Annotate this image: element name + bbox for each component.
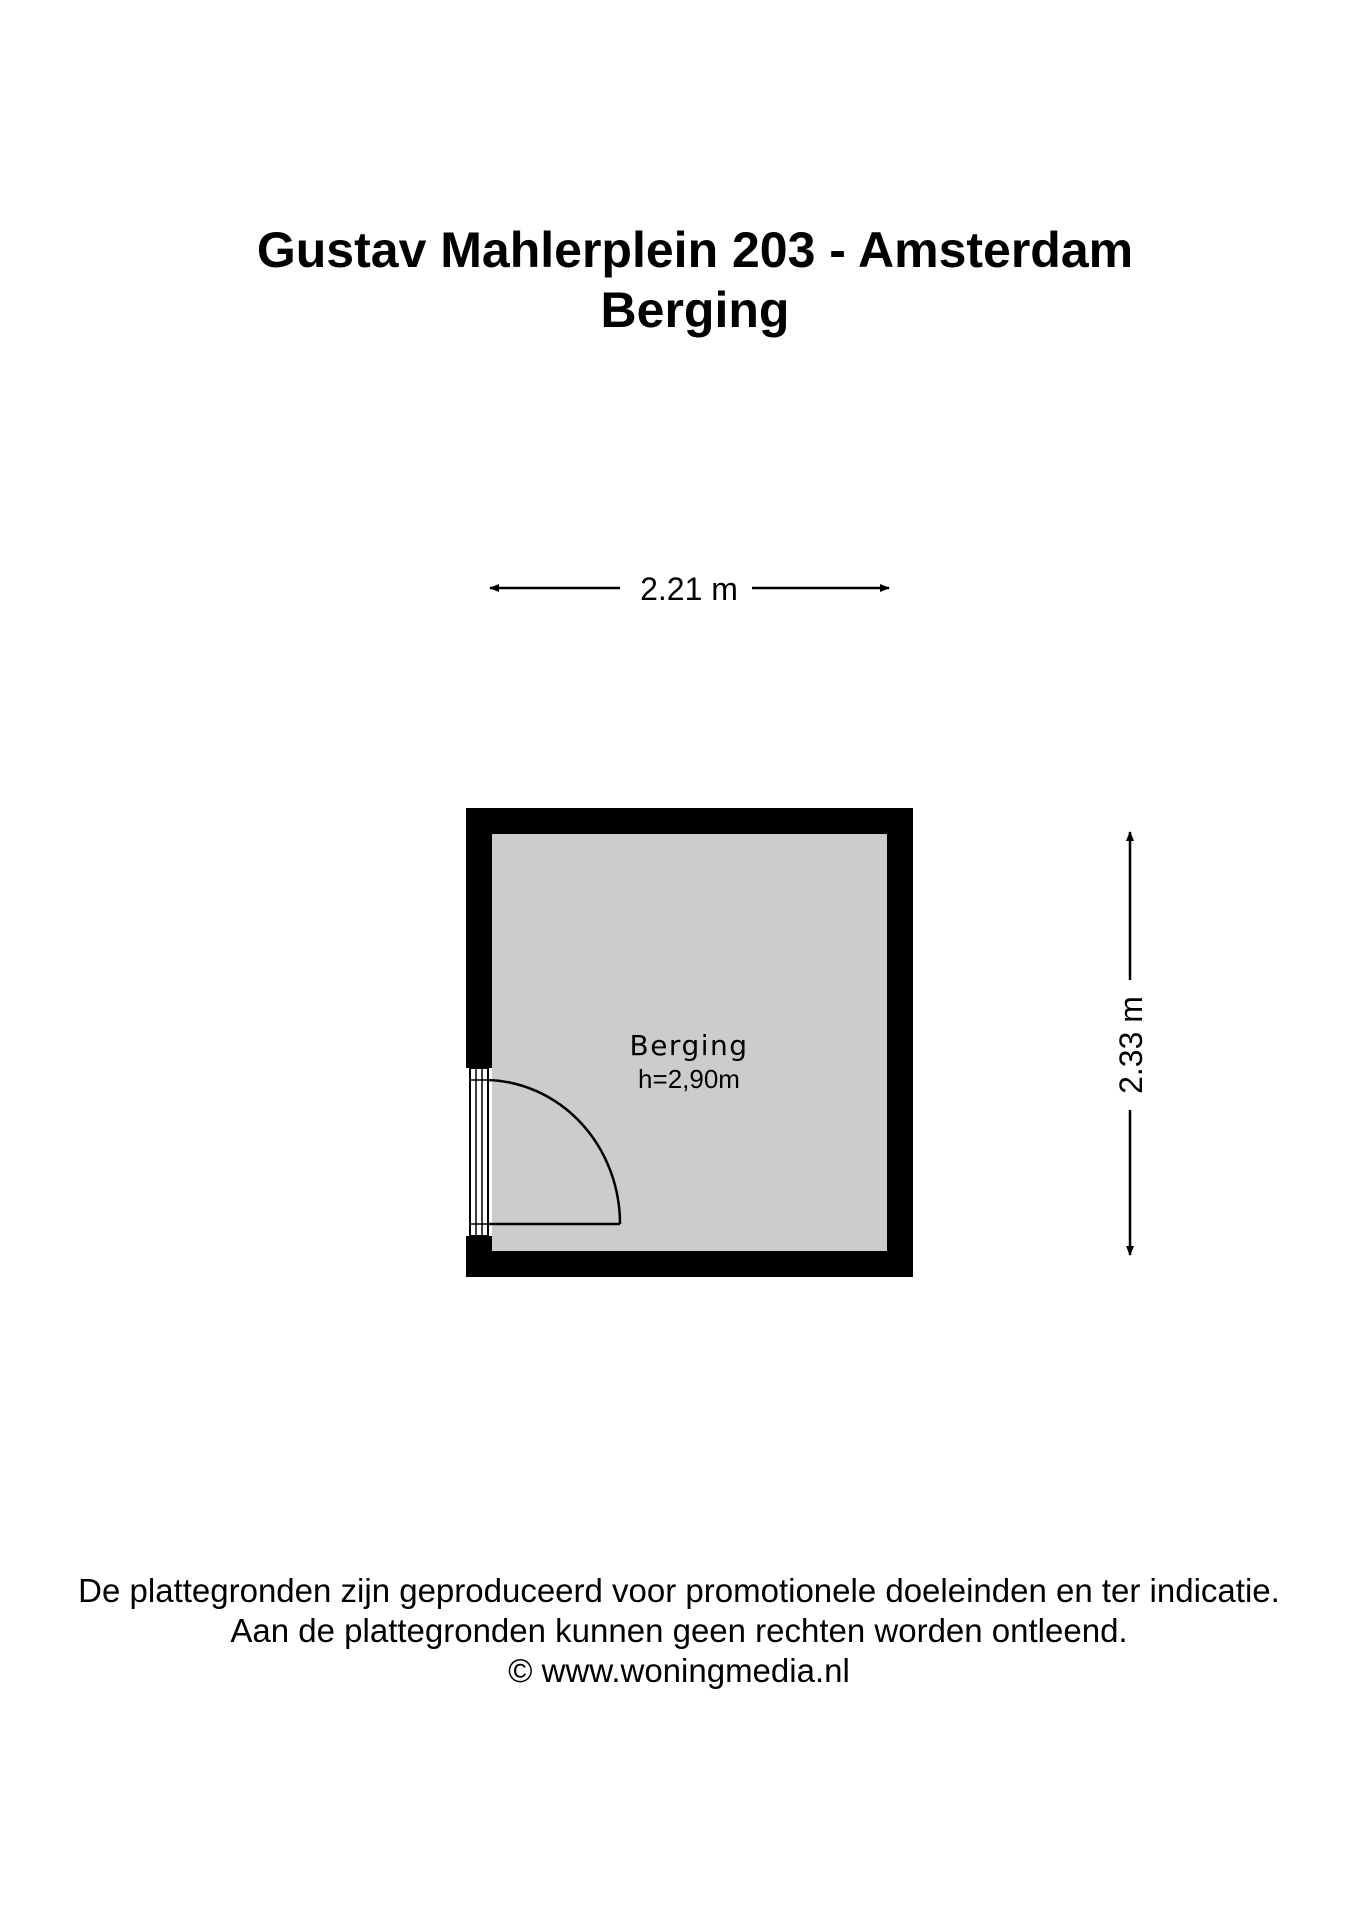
room-name-label: Berging — [629, 1029, 749, 1062]
page-title: Gustav Mahlerplein 203 - Amsterdam — [256, 222, 1134, 278]
width-dimension-label: 2.21 m — [640, 571, 738, 607]
page-subtitle: Berging — [600, 282, 790, 338]
wall-right — [887, 808, 913, 1277]
room-berging — [466, 808, 913, 1277]
disclaimer-line-1: De plattegronden zijn geproduceerd voor promotionele doeleinden en ter indicatie. — [78, 1572, 1280, 1609]
wall-top — [466, 808, 913, 834]
width-dimension — [490, 571, 889, 607]
depth-dimension-label: 2.33 m — [1113, 996, 1149, 1094]
wall-left-lower — [466, 1236, 492, 1277]
depth-dimension — [1113, 832, 1149, 1255]
door-frame — [470, 1068, 488, 1236]
room-height-label: h=2,90m — [638, 1064, 740, 1094]
wall-bottom — [466, 1251, 913, 1277]
copyright-line: © www.woningmedia.nl — [508, 1652, 850, 1689]
wall-left-upper — [466, 808, 492, 1068]
disclaimer-line-2: Aan de plattegronden kunnen geen rechten worden ontleend. — [230, 1612, 1128, 1649]
disclaimer-footer — [0, 1571, 1358, 1691]
